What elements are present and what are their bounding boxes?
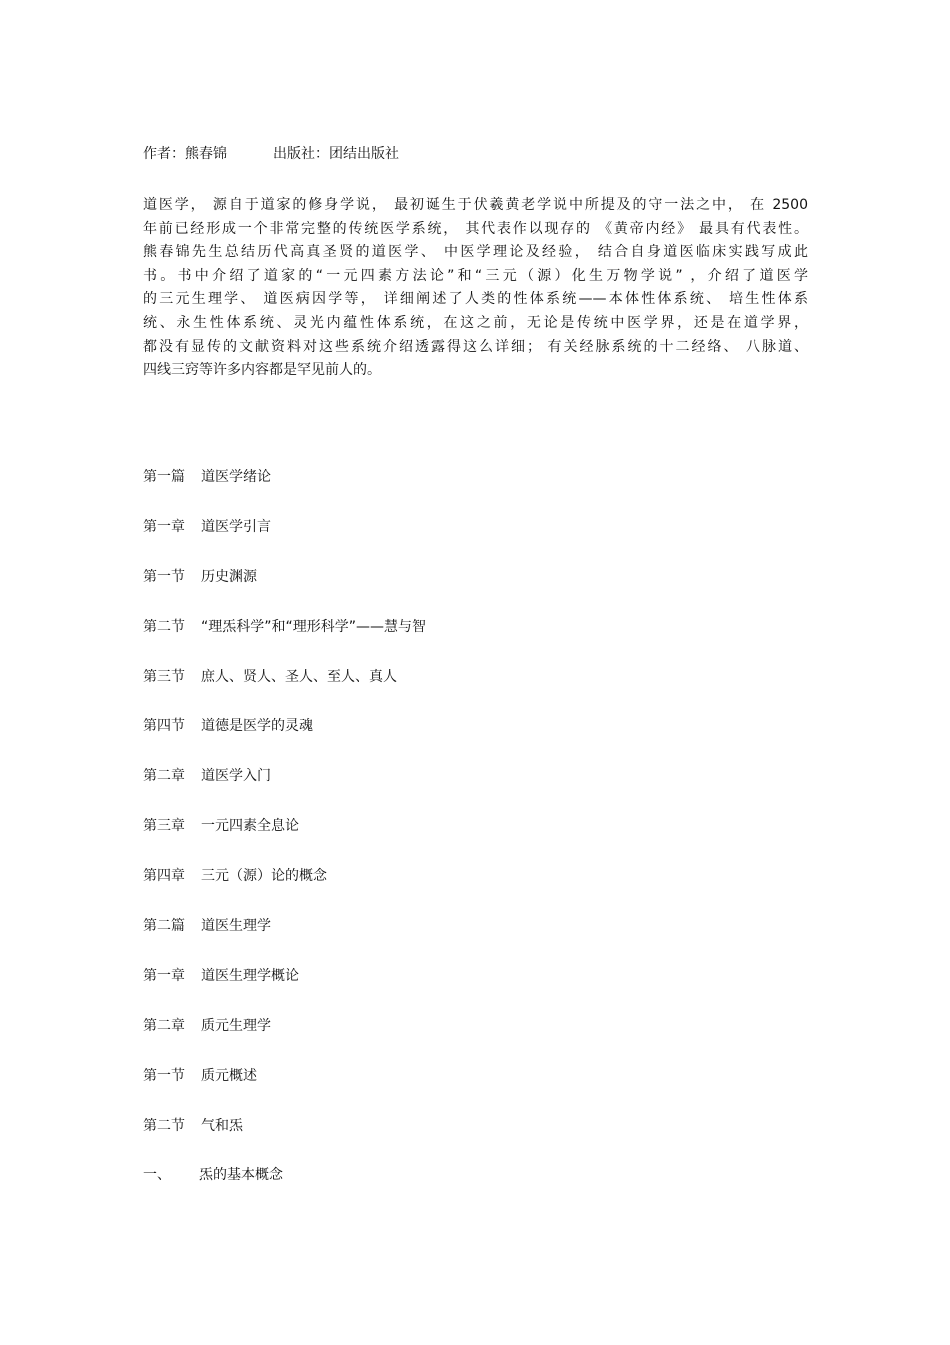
toc-item xyxy=(143,1065,808,1115)
toc-number: 第四节 xyxy=(143,718,185,735)
toc-title: 质元生理学 xyxy=(201,1017,271,1034)
intro-line: 熊春锦先生总结历代高真圣贤的道医学、 中医学理论及经验， 结合自身道医临床实践写成此 xyxy=(143,244,808,261)
toc-number: 第二章 xyxy=(143,1017,185,1034)
toc-number: 第一章 xyxy=(143,518,185,535)
toc-number: 第一篇 xyxy=(143,469,185,485)
intro-line: 都没有显传的文献资料对这些系统介绍透露得这么详细； 有关经脉系统的十二经络、 八脉道、 xyxy=(143,338,808,355)
toc-number: 一、 xyxy=(143,1167,171,1184)
toc-number: 第二章 xyxy=(143,768,185,785)
toc-title: 道医学入门 xyxy=(201,768,271,785)
author-label: 作者：熊春锦 xyxy=(143,146,227,162)
toc-title: 一元四素全息论 xyxy=(201,818,299,835)
toc-title: 历史渊源 xyxy=(201,568,257,585)
toc-item xyxy=(143,815,808,865)
toc-item xyxy=(143,666,808,716)
toc-title: 道医生理学 xyxy=(201,918,271,935)
toc-title: 炁的基本概念 xyxy=(199,1167,283,1184)
toc-item xyxy=(143,466,808,516)
publisher-label: 出版社：团结出版社 xyxy=(273,146,399,162)
toc-item xyxy=(143,715,808,765)
toc-item xyxy=(143,616,808,666)
toc-title: 庶人、贤人、圣人、至人、真人 xyxy=(201,668,397,685)
toc-number: 第二节 xyxy=(143,618,185,635)
toc-number: 第四章 xyxy=(143,868,185,885)
intro-line: 年前已经形成一个非常完整的传统医学系统， 其代表作以现存的 《黄帝内经》 最具有代表性。 xyxy=(143,220,808,237)
toc-title: 道医学绪论 xyxy=(201,469,271,485)
toc-title: 道医学引言 xyxy=(201,518,271,535)
toc-item xyxy=(143,965,808,1015)
toc-number: 第三节 xyxy=(143,668,185,685)
toc-title: 道医生理学概论 xyxy=(201,967,299,984)
toc-number: 第一节 xyxy=(143,568,185,585)
toc-title: “理炁科学”和“理形科学”——慧与智 xyxy=(201,618,427,635)
book-meta xyxy=(143,144,399,164)
toc-item xyxy=(143,865,808,915)
toc-item xyxy=(143,765,808,815)
toc-title: 三元（源）论的概念 xyxy=(201,868,327,885)
toc-title: 道德是医学的灵魂 xyxy=(201,718,313,735)
toc-item xyxy=(143,566,808,616)
toc-number: 第二篇 xyxy=(143,918,185,935)
toc-item xyxy=(143,1115,808,1165)
table-of-contents xyxy=(143,466,808,1214)
intro-line: 书。书中介绍了道家的“一元四素方法论”和“三元（源）化生万物学说” ，介绍了道医学 xyxy=(143,267,808,284)
book-introduction xyxy=(143,194,808,383)
toc-item xyxy=(143,915,808,965)
intro-line: 统、永生性体系统、灵光内蕴性体系统，在这之前，无论是传统中医学界，还是在道学界， xyxy=(143,314,808,331)
toc-item xyxy=(143,1164,808,1214)
intro-line: 的三元生理学、 道医病因学等， 详细阐述了人类的性体系统——本体性体系统、 培生性体系 xyxy=(143,291,808,308)
toc-number: 第三章 xyxy=(143,818,185,835)
toc-number: 第二节 xyxy=(143,1117,185,1134)
toc-number: 第一章 xyxy=(143,967,185,984)
intro-line: 四线三窍等许多内容都是罕见前人的。 xyxy=(143,362,381,379)
toc-title: 气和炁 xyxy=(201,1117,243,1134)
toc-item xyxy=(143,516,808,566)
toc-title: 质元概述 xyxy=(201,1067,257,1084)
toc-item xyxy=(143,1015,808,1065)
toc-number: 第一节 xyxy=(143,1067,185,1084)
intro-line: 道医学， 源自于道家的修身学说， 最初诞生于伏羲黄老学说中所提及的守一法之中， 在 2500 xyxy=(143,197,808,213)
